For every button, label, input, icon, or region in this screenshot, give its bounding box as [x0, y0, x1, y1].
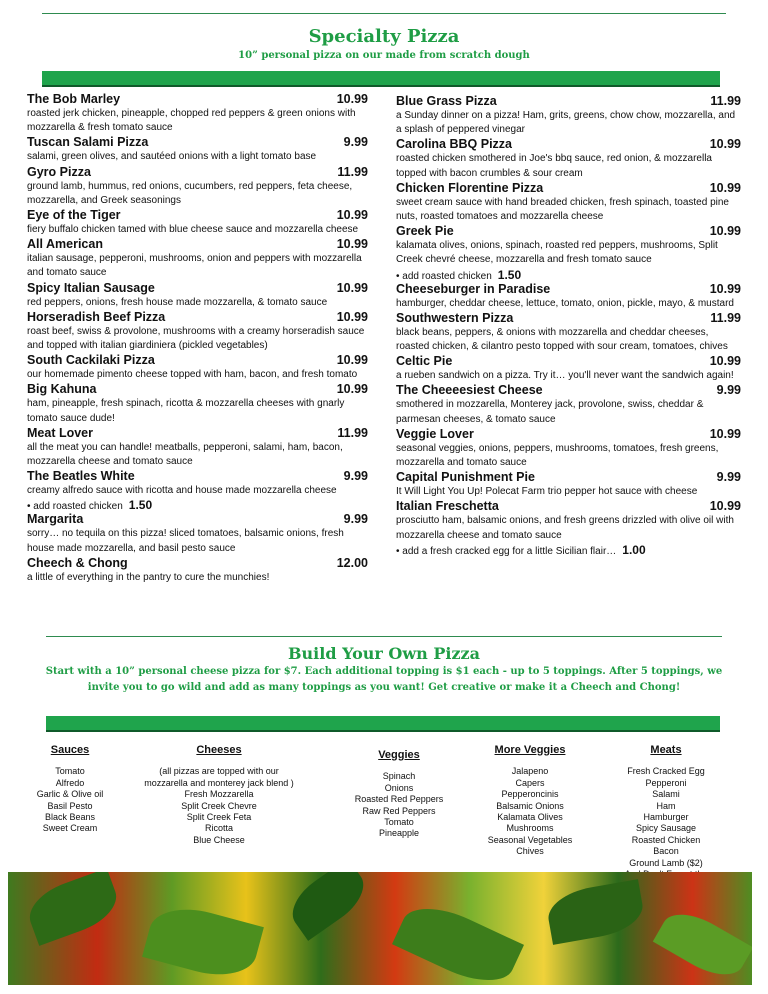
- topping-item: Ground Lamb ($2): [629, 857, 703, 868]
- menu-item-price: 10.99: [709, 281, 741, 296]
- menu-item-description: all the meat you can handle! meatballs, pepperoni, salami, ham, bacon, mozzarella cheese and tomato sauce: [27, 441, 343, 468]
- menu-item: [27, 281, 368, 310]
- menu-item: [27, 208, 368, 237]
- menu-item-price: 12.00: [336, 555, 368, 570]
- menu-item-header: [396, 354, 741, 369]
- menu-item: [396, 470, 741, 499]
- leaf-shape: [653, 903, 752, 985]
- top-rule: [42, 13, 726, 14]
- menu-item-name: Veggie Lover: [396, 426, 474, 441]
- menu-item-header: [396, 94, 741, 109]
- menu-item-name: Southwestern Pizza: [396, 310, 514, 325]
- menu-item-description: sweet cream sauce with hand breaded chicken, fresh spinach, toasted pine nuts, roasted tomatoes and mozzarella cheese: [396, 196, 729, 223]
- topping-column: [15, 745, 125, 835]
- menu-item-name: South Cackilaki Pizza: [27, 353, 155, 368]
- menu-item-name: Meat Lover: [27, 425, 93, 440]
- menu-item-header: [27, 353, 368, 368]
- menu-item: [27, 353, 368, 382]
- menu-item: [396, 282, 741, 311]
- addon-label: • add roasted chicken: [27, 501, 123, 513]
- menu-item: [27, 556, 368, 585]
- menu-item-name: Cheech & Chong: [27, 555, 128, 570]
- menu-item-header: [396, 224, 741, 239]
- menu-item-description: It Will Light You Up! Polecat Farm trio pepper hot sauce with cheese: [396, 486, 698, 498]
- menu-item-header: [27, 469, 368, 484]
- menu-item-description: a Sunday dinner on a pizza! Ham, grits, greens, chow chow, mozzarella, and a splash of peppered vinegar: [396, 110, 736, 136]
- menu-item-description: fiery buffalo chicken tamed with blue cheese sauce and mozzarella cheese: [27, 224, 359, 236]
- addon-price: 1.00: [622, 542, 646, 557]
- vegetable-photo-banner: [8, 872, 752, 985]
- menu-item-header: [396, 282, 741, 297]
- menu-item-price: 10.99: [709, 499, 741, 514]
- topping-item: Fresh Cracked Egg: [627, 766, 705, 777]
- menu-item-description: seasonal veggies, onions, peppers, mushrooms, tomatoes, fresh greens, mozzarella and tomato sauce: [396, 442, 719, 469]
- menu-item-name: All American: [27, 237, 103, 252]
- menu-item-header: [27, 165, 368, 180]
- topping-item: Kalamata Olives: [497, 812, 563, 823]
- menu-item-price: 10.99: [709, 426, 741, 441]
- specialty-green-bar: [42, 71, 720, 87]
- menu-item: [27, 512, 368, 555]
- topping-item: Roasted Red Peppers: [354, 794, 444, 805]
- menu-item-description: sorry… no tequila on this pizza! sliced tomatoes, balsamic onions, fresh house made mozzarella, and basil pesto sauce: [27, 528, 344, 554]
- topping-list: [119, 766, 319, 846]
- topping-list: [344, 771, 454, 839]
- menu-item-price: 11.99: [337, 164, 368, 179]
- menu-item-header: [27, 208, 368, 223]
- byo-title: Build Your Own Pizza: [288, 644, 480, 663]
- menu-item: [27, 469, 368, 512]
- topping-item: Alfredo: [55, 777, 85, 788]
- menu-item-description: roasted jerk chicken, pineapple, chopped red peppers & green onions with mozzarella & fresh tomato sauce: [27, 108, 356, 134]
- menu-item-header: [396, 499, 741, 514]
- menu-item-description: smothered in mozzarella, Monterey jack, provolone, swiss, cheddar & parmesan cheeses, & tomato sauce: [396, 399, 704, 425]
- leaf-shape: [544, 879, 646, 945]
- menu-item-description: our homemade pimento cheese topped with ham, bacon, and fresh tomato: [27, 369, 358, 381]
- addon-label: • add a fresh cracked egg for a little Sicilian flair…: [396, 545, 617, 557]
- specialty-left-column: [27, 92, 368, 585]
- menu-item-header: [396, 181, 741, 196]
- menu-item-header: [396, 383, 741, 398]
- menu-item-price: 10.99: [336, 309, 368, 324]
- topping-item: Roasted Chicken: [631, 834, 701, 845]
- topping-column: [119, 745, 319, 846]
- topping-item: Jalapeno: [511, 766, 549, 777]
- topping-item: Split Creek Chevre: [181, 800, 257, 811]
- menu-item: [396, 499, 741, 556]
- menu-item-price: 10.99: [336, 353, 368, 368]
- menu-item-header: [396, 470, 741, 485]
- menu-item-header: [27, 281, 368, 296]
- menu-item-name: Greek Pie: [396, 224, 454, 239]
- menu-item-description: creamy alfredo sauce with ricotta and house made mozzarella cheese: [27, 485, 337, 497]
- topping-item: Garlic & Olive oil: [36, 789, 104, 800]
- topping-item: Bacon: [653, 846, 679, 857]
- addon-label: • add roasted chicken: [396, 270, 492, 282]
- menu-item-description: roast beef, swiss & provolone, mushrooms with a creamy horseradish sauce and topped with italian giardiniera (pickled vegetables): [27, 325, 365, 352]
- menu-item-header: [27, 512, 368, 527]
- specialty-subtitle: 10” personal pizza on our made from scratch dough: [238, 50, 530, 61]
- menu-item-name: The Beatles White: [27, 469, 135, 484]
- topping-item: Basil Pesto: [47, 800, 93, 811]
- menu-item: [396, 137, 741, 180]
- byo-green-bar: [46, 716, 720, 732]
- topping-item: Pineapple: [378, 828, 420, 839]
- menu-item-header: [27, 135, 368, 150]
- menu-item-description: roasted chicken smothered in Joe's bbq sauce, red onion, & mozzarella topped with bacon crumbles & sour cream: [396, 153, 712, 179]
- menu-item-description: black beans, peppers, & onions with mozzarella and cheddar cheeses, roasted chicken, & cilantro pesto topped with sour cream, tomatoes, chives: [396, 326, 728, 353]
- topping-item: Pepperoncinis: [501, 789, 559, 800]
- leaf-shape: [282, 872, 373, 941]
- menu-item-price: 11.99: [710, 94, 741, 108]
- topping-item: Ham: [656, 800, 676, 811]
- topping-item: Hamburger: [643, 812, 689, 823]
- menu-item: [27, 426, 368, 469]
- menu-item-name: Capital Punishment Pie: [396, 470, 535, 485]
- menu-item-name: Tuscan Salami Pizza: [27, 135, 149, 150]
- menu-item-price: 9.99: [716, 470, 741, 485]
- menu-item-price: 11.99: [710, 310, 741, 325]
- menu-item-description: a little of everything in the pantry to cure the munchies!: [27, 571, 270, 583]
- menu-item-name: Italian Freschetta: [396, 499, 499, 514]
- menu-item-header: [27, 237, 368, 252]
- topping-item: Split Creek Feta: [186, 812, 252, 823]
- menu-item-name: Chicken Florentine Pizza: [396, 180, 544, 195]
- topping-item: (all pizzas are topped with our: [159, 766, 279, 777]
- topping-item: Fresh Mozzarella: [184, 789, 254, 800]
- menu-item-description: ham, pineapple, fresh spinach, ricotta & mozzarella cheeses with gnarly tomato sauce dude!: [27, 398, 345, 424]
- leaf-shape: [142, 899, 264, 985]
- topping-item: Capers: [515, 777, 545, 788]
- menu-item: [27, 382, 368, 425]
- menu-item-price: 10.99: [336, 208, 368, 223]
- topping-item: Black Beans: [44, 812, 96, 823]
- menu-item: [396, 427, 741, 470]
- middle-rule: [46, 636, 722, 637]
- menu-item-header: [396, 427, 741, 442]
- menu-item: [27, 310, 368, 353]
- menu-item-description: kalamata olives, onions, spinach, roasted red peppers, mushrooms, Split Creek chevré cheese, mozzarella and fresh tomato sauce: [396, 240, 718, 266]
- menu-item-price: 10.99: [336, 92, 368, 106]
- menu-item-price: 10.99: [336, 237, 368, 252]
- topping-column: [606, 745, 726, 892]
- topping-column-title: More Veggies: [494, 744, 566, 756]
- byo-intro: Start with a 10” personal cheese pizza for $7. Each additional topping is $1 each - up to 5 toppings. After 5 toppings, we invite you to go wild and add as many toppings as you want! Get creative or make it a Cheech and Chong!: [45, 666, 723, 693]
- menu-item-header: [27, 426, 368, 441]
- menu-item-price: 10.99: [336, 280, 368, 295]
- menu-item-description: salami, green olives, and sautéed onions with a light tomato base: [27, 151, 317, 163]
- menu-item-name: Cheeseburger in Paradise: [396, 281, 551, 296]
- menu-item-name: Blue Grass Pizza: [396, 94, 497, 108]
- menu-item-header: [396, 311, 741, 326]
- menu-item: [396, 383, 741, 426]
- addon-price: 1.50: [128, 498, 153, 513]
- topping-list: [475, 766, 585, 857]
- menu-item: [396, 181, 741, 224]
- menu-item-price: 10.99: [709, 180, 741, 195]
- menu-item: [396, 311, 741, 354]
- leaf-shape: [22, 872, 124, 946]
- menu-item-name: The Cheeeesiest Cheese: [396, 383, 543, 398]
- topping-item: Sweet Cream: [42, 823, 98, 834]
- menu-item-name: Carolina BBQ Pizza: [396, 137, 512, 152]
- menu-item-description: a rueben sandwich on a pizza. Try it… you'll never want the sandwich again!: [396, 370, 734, 382]
- menu-item-name: Margarita: [27, 512, 84, 527]
- topping-item: Chives: [516, 846, 544, 857]
- menu-item-price: 9.99: [343, 135, 368, 150]
- menu-item-price: 10.99: [336, 382, 368, 397]
- menu-item-header: [396, 137, 741, 152]
- menu-item-name: Gyro Pizza: [27, 164, 91, 179]
- topping-column: [344, 750, 454, 840]
- topping-item: Salami: [652, 789, 680, 800]
- menu-item-addon: [396, 543, 741, 557]
- topping-item: Onions: [384, 782, 414, 793]
- menu-item: [396, 354, 741, 383]
- topping-item: Mushrooms: [506, 823, 554, 834]
- menu-item-description: prosciutto ham, balsamic onions, and fresh greens drizzled with olive oil with mozzarella cheese and tomato sauce: [396, 515, 734, 541]
- menu-item: [27, 92, 368, 135]
- menu-item-name: Eye of the Tiger: [27, 208, 121, 223]
- topping-column-title: Sauces: [50, 744, 90, 756]
- menu-item-price: 9.99: [343, 469, 368, 484]
- topping-column: [475, 745, 585, 858]
- topping-item: Ricotta: [204, 823, 233, 834]
- menu-item-header: [27, 556, 368, 571]
- menu-item-description: red peppers, onions, fresh house made mozzarella, & tomato sauce: [27, 296, 328, 308]
- menu-item-name: Big Kahuna: [27, 382, 97, 397]
- specialty-right-column: [396, 94, 741, 557]
- menu-item-name: The Bob Marley: [27, 92, 121, 106]
- topping-item: Tomato: [55, 766, 85, 777]
- menu-item: [27, 165, 368, 208]
- topping-item: Seasonal Vegetables: [487, 834, 573, 845]
- menu-item-addon: [396, 268, 741, 282]
- menu-item-description: italian sausage, pepperoni, mushrooms, onion and peppers with mozzarella and tomato sauce: [27, 253, 362, 279]
- menu-item-name: Spicy Italian Sausage: [27, 280, 155, 295]
- menu-item: [396, 94, 741, 137]
- leaf-shape: [392, 894, 524, 985]
- topping-column-title: Cheeses: [196, 744, 242, 756]
- topping-item: Blue Cheese: [193, 834, 245, 845]
- menu-item-header: [27, 382, 368, 397]
- menu-item: [396, 224, 741, 281]
- topping-item: Pepperoni: [645, 777, 687, 788]
- menu-item: [27, 237, 368, 280]
- menu-item-price: 10.99: [709, 224, 741, 239]
- topping-list: [15, 766, 125, 834]
- menu-item-addon: [27, 498, 368, 512]
- topping-column-title: Veggies: [378, 749, 420, 761]
- topping-item: mozzarella and monterey jack blend ): [144, 777, 294, 788]
- menu-item-header: [27, 92, 368, 107]
- topping-item: Spicy Sausage: [635, 823, 697, 834]
- topping-item: Tomato: [384, 817, 414, 828]
- menu-item-price: 10.99: [709, 137, 741, 152]
- menu-item-price: 9.99: [716, 383, 741, 398]
- menu-item-description: hamburger, cheddar cheese, lettuce, tomato, onion, pickle, mayo, & mustard: [396, 297, 734, 309]
- menu-item-price: 9.99: [343, 512, 368, 527]
- specialty-title: Specialty Pizza: [308, 26, 460, 47]
- menu-item-name: Celtic Pie: [396, 354, 453, 369]
- topping-item: Balsamic Onions: [496, 800, 564, 811]
- topping-column-title: Meats: [650, 744, 682, 756]
- topping-item: Raw Red Peppers: [362, 805, 436, 816]
- menu-item-description: ground lamb, hummus, red onions, cucumbers, red peppers, feta cheese, mozzarella, and Greek seasonings: [27, 180, 353, 206]
- menu-item-price: 10.99: [709, 354, 741, 369]
- menu-item: [27, 135, 368, 164]
- menu-item-name: Horseradish Beef Pizza: [27, 309, 166, 324]
- addon-price: 1.50: [497, 267, 522, 282]
- menu-item-price: 11.99: [337, 425, 368, 440]
- topping-item: Spinach: [382, 771, 416, 782]
- menu-item-header: [27, 310, 368, 325]
